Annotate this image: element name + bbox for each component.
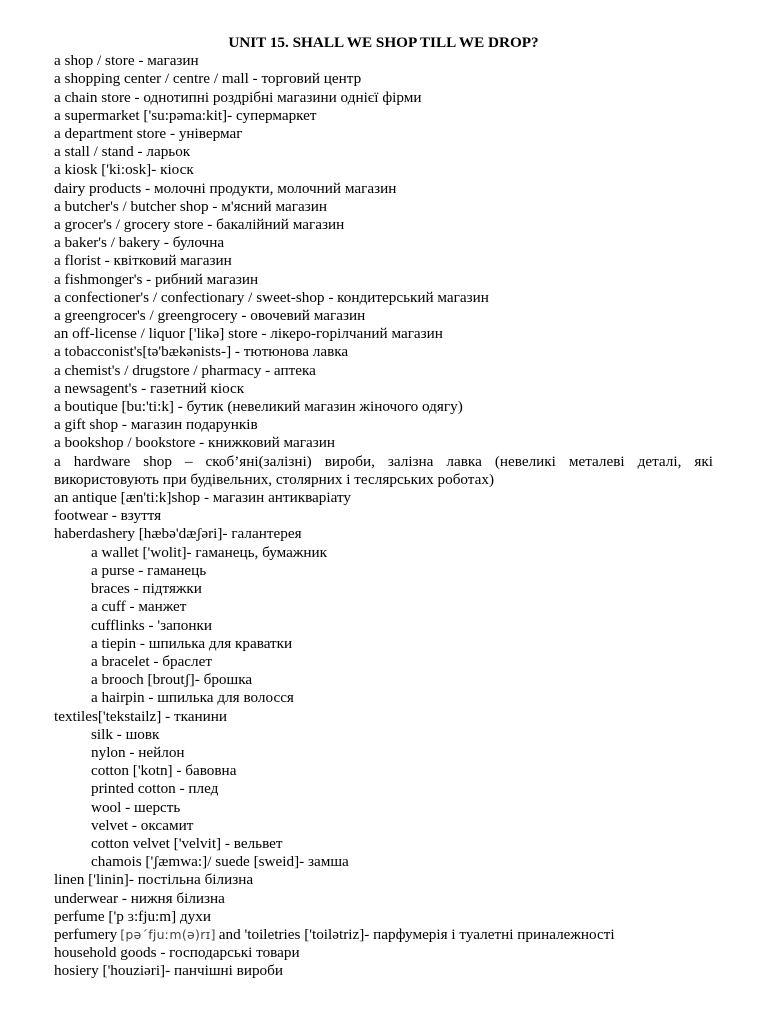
vocabulary-entry: household goods - господарські товари xyxy=(54,944,300,962)
sub-entry: cufflinks - 'запонки xyxy=(91,616,212,634)
hardware-shop-entry: a hardware shop – скоб’яні(залізні) вироби, залізна лавка (невеликі металеві деталі, які використовують при будівельних, столярних і теслярських роботах) xyxy=(54,452,713,488)
vocabulary-list xyxy=(54,489,713,926)
vocabulary-entry: a baker's / bakery - булочна xyxy=(54,234,225,252)
vocabulary-entry: a supermarket ['su:pəma:kit]- супермаркет xyxy=(54,106,317,124)
vocabulary-entry: dairy products - молочні продукти, молочний магазин xyxy=(54,179,397,197)
sub-entry: silk - шовк xyxy=(91,725,160,743)
perfumery-term: perfumery xyxy=(54,925,118,943)
vocabulary-entry: a bookshop / bookstore - книжковий магазин xyxy=(54,434,335,452)
vocabulary-entry: an antique [æn'ti:k]shop - магазин антикваріату xyxy=(54,489,351,507)
vocabulary-entry: a chemist's / drugstore / pharmacy - аптека xyxy=(54,361,316,379)
perfumery-definition: and 'toiletries ['toilətriz]- парфумерія і туалетні приналежності xyxy=(218,925,615,943)
page-title: UNIT 15. SHALL WE SHOP TILL WE DROP? xyxy=(228,34,539,51)
sub-entry: a tiepin - шпилька для краватки xyxy=(91,634,293,652)
vocabulary-entry: a butcher's / butcher shop - м'ясний магазин xyxy=(54,197,327,215)
sub-entry: nylon - нейлон xyxy=(91,743,185,761)
vocabulary-list xyxy=(54,944,713,980)
sub-entry: a hairpin - шпилька для волосся xyxy=(91,689,294,707)
sub-entry: a wallet ['wolit]- гаманець, бумажник xyxy=(91,543,328,561)
sub-entry: a cuff - манжет xyxy=(91,598,187,616)
vocabulary-entry: a newsagent's - газетний кіоск xyxy=(54,379,245,397)
vocabulary-entry: a shopping center / centre / mall - торговий центр xyxy=(54,70,362,88)
vocabulary-entry: a stall / stand - ларьок xyxy=(54,143,191,161)
vocabulary-entry: hosiery ['houziəri]- панчішні вироби xyxy=(54,962,284,980)
vocabulary-entry: textiles['tekstailz] - тканини xyxy=(54,707,228,725)
vocabulary-entry: a gift shop - магазин подарунків xyxy=(54,416,258,434)
vocabulary-entry: perfume ['p ɜ:fju:m] духи xyxy=(54,907,211,925)
sub-entry: a brooch [broutʃ]- брошка xyxy=(91,671,253,689)
sub-entry: braces - підтяжки xyxy=(91,580,202,598)
vocabulary-entry: footwear - взуття xyxy=(54,507,162,525)
document-page xyxy=(54,34,713,981)
vocabulary-entry: a chain store - однотипні роздрібні магазини однієї фірми xyxy=(54,88,422,106)
vocabulary-entry: a grocer's / grocery store - бакалійний магазин xyxy=(54,216,345,234)
sub-entry: cotton ['kotn] - бавовна xyxy=(91,762,237,780)
vocabulary-entry: a department store - універмаг xyxy=(54,125,243,143)
sub-entry: wool - шерсть xyxy=(91,798,181,816)
sub-entry: cotton velvet ['velvit] - вельвет xyxy=(91,834,283,852)
perfumery-entry xyxy=(54,926,713,944)
vocabulary-entry: a shop / store - магазин xyxy=(54,52,199,70)
sub-entry: a bracelet - браслет xyxy=(91,652,213,670)
vocabulary-entry: a confectioner's / confectionary / sweet-shop - кондитерський магазин xyxy=(54,288,489,306)
vocabulary-list xyxy=(54,52,713,452)
vocabulary-entry: linen ['linin]- постільна білизна xyxy=(54,871,254,889)
vocabulary-entry: a kiosk ['ki:osk]- кіоск xyxy=(54,161,194,179)
sub-entry: a purse - гаманець xyxy=(91,561,207,579)
perfumery-transcription: [pə´fjuːm(ə)rɪ] xyxy=(120,926,216,942)
vocabulary-entry: a fishmonger's - рибний магазин xyxy=(54,270,259,288)
vocabulary-entry: an off-license / liquor ['likə] store - лікеро-горілчаний магазин xyxy=(54,325,443,343)
sub-entry: printed cotton - плед xyxy=(91,780,219,798)
vocabulary-entry: underwear - нижня білизна xyxy=(54,889,225,907)
vocabulary-entry: a tobacconist's[tə'bækənists-] - тютюнова лавка xyxy=(54,343,349,361)
vocabulary-entry: haberdashery [hæbə'dæʃəri]- галантерея xyxy=(54,525,302,543)
vocabulary-entry: a greengrocer's / greengrocery - овочевий магазин xyxy=(54,307,366,325)
sub-entry: velvet - оксамит xyxy=(91,816,194,834)
vocabulary-entry: a florist - квітковий магазин xyxy=(54,252,232,270)
sub-entry: chamois ['ʃæmwa:]/ suede [sweid]- замша xyxy=(91,853,349,871)
vocabulary-entry: a boutique [bu:'ti:k] - бутик (невеликий магазин жіночого одягу) xyxy=(54,398,463,416)
